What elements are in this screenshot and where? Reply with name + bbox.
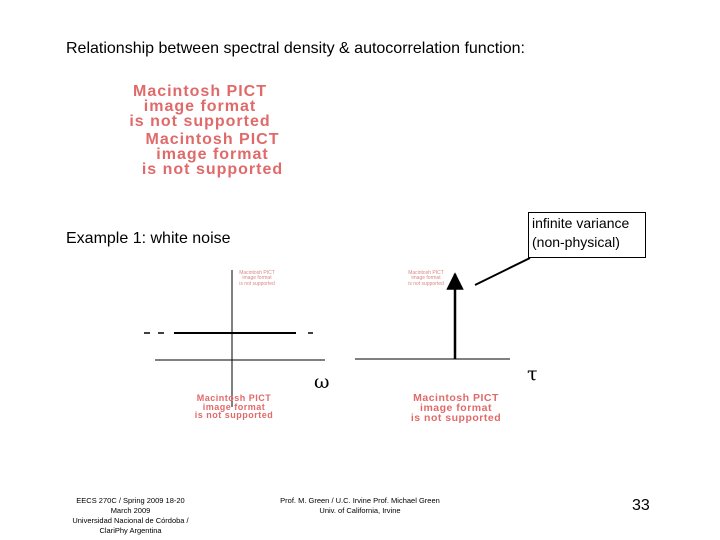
placeholder-text: image format xyxy=(156,146,269,164)
callout-pointer-line xyxy=(475,258,530,285)
footer-line: Univ. of California, Irvine xyxy=(319,506,401,515)
placeholder-text: Macintosh PICT xyxy=(413,392,499,404)
placeholder-text: image format xyxy=(143,98,257,116)
placeholder-text: Macintosh PICT xyxy=(239,270,275,276)
placeholder-text: image format xyxy=(242,275,272,282)
placeholder-text: image format xyxy=(202,401,266,412)
page-number: 33 xyxy=(632,497,650,514)
tau-axis-label: τ xyxy=(527,363,538,385)
placeholder-text: is not supported xyxy=(408,280,444,287)
placeholder-text: Macintosh PICT xyxy=(408,270,444,276)
example-label: Example 1: white noise xyxy=(66,230,231,247)
placeholder-text: is not supported xyxy=(410,411,502,424)
footer-author-info xyxy=(265,496,455,516)
footer-line: Universidad Nacional de Córdoba / xyxy=(72,516,189,525)
placeholder-text: Macintosh PICT xyxy=(132,83,267,100)
callout-line-2: (non-physical) xyxy=(532,234,620,250)
placeholder-text: Macintosh PICT xyxy=(196,393,272,403)
omega-axis-label: ω xyxy=(314,371,330,393)
placeholder-text: image format xyxy=(411,275,441,282)
placeholder-text: is not supported xyxy=(129,113,271,131)
placeholder-text: image format xyxy=(420,401,492,414)
footer-line: EECS 270C / Spring 2009 18-20 xyxy=(76,496,185,505)
placeholder-text: is not supported xyxy=(239,280,275,287)
right-plot-label-placeholder xyxy=(402,271,450,287)
right-plot-caption-placeholder xyxy=(394,394,518,424)
footer-line: ClariPhy Argentina xyxy=(99,526,162,535)
left-plot-caption-placeholder xyxy=(192,394,276,420)
placeholder-text: is not supported xyxy=(141,161,284,179)
placeholder-text: Macintosh PICT xyxy=(145,131,280,148)
footer-course-info xyxy=(58,496,203,536)
left-plot-label-placeholder xyxy=(233,271,281,287)
footer-line: Prof. M. Green / U.C. Irvine Prof. Michael Green xyxy=(280,496,440,505)
placeholder-text: is not supported xyxy=(194,410,274,421)
callout-line-1: infinite variance xyxy=(532,215,630,231)
footer-line: March 2009 xyxy=(110,506,151,515)
slide-title: Relationship between spectral density & autocorrelation function: xyxy=(66,40,525,57)
